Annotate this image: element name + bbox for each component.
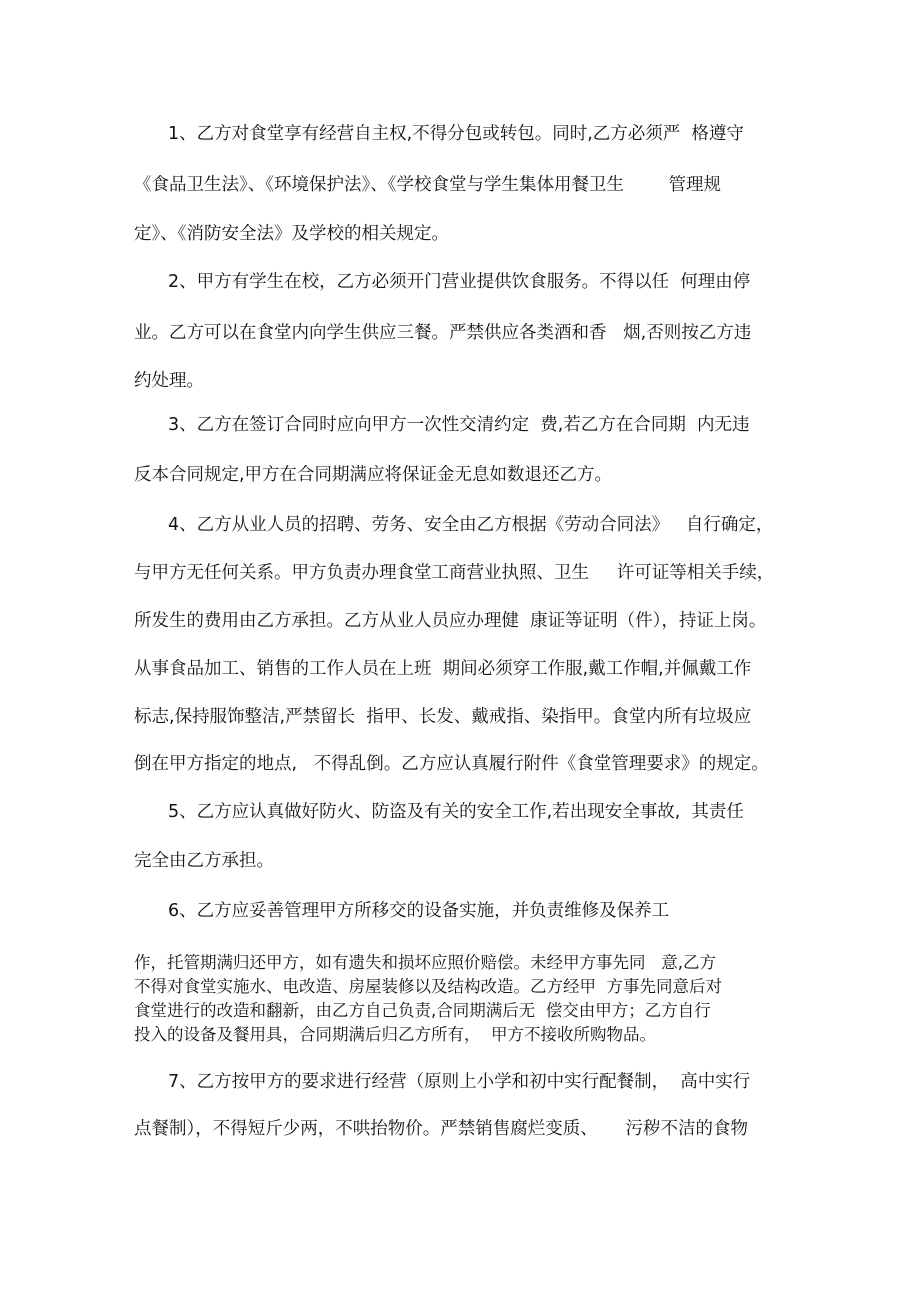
clause-1-line-2: 《食品卫生法》、《环境保护法》、《学校食堂与学生集体用餐卫生 管理规 [134,175,721,195]
clause-7-line-2: 点餐制），不得短斤少两，不哄抬物价。严禁销售腐烂变质、 污秽不洁的食物 [134,1119,749,1139]
clause-7-line-1: 7、乙方按甲方的要求进行经营（原则上小学和初中实行配餐制， 高中实行 [168,1072,751,1092]
clause-6-line-2: 作，托管期满归还甲方，如有遗失和损坏应照价赔偿。未经甲方事先同 意,乙方 [134,953,716,972]
clause-4-line-6: 倒在甲方指定的地点, 不得乱倒。乙方应认真履行附件《食堂管理要求》的规定。 [134,754,769,774]
clause-2-line-1: 2、甲方有学生在校，乙方必须开门营业提供饮食服务。不得以任 何理由停 [168,272,751,292]
clause-1-line-1: 1、乙方对食堂享有经营自主权,不得分包或转包。同时,乙方必须严 格遵守 [168,124,744,144]
clause-3-line-1: 3、乙方在签订合同时应向甲方一次性交清约定 费,若乙方在合同期 内无违 [168,415,750,435]
clause-5-line-2: 完全由乙方承担。 [134,851,274,871]
clause-3-line-2: 反本合同规定,甲方在合同期满应将保证金无息如数退还乙方。 [134,465,613,485]
clause-4-line-4: 从事食品加工、销售的工作人员在上班 期间必须穿工作服,戴工作帽,并佩戴工作 [134,659,752,679]
clause-6-line-3: 不得对食堂实施水、电改造、房屋装修以及结构改造。乙方经甲 方事先同意后对 [134,977,722,996]
clause-6-line-1: 6、乙方应妥善管理甲方所移交的设备实施，并负责维修及保养工 [168,901,670,921]
clause-4-line-1: 4、乙方从业人员的招聘、劳务、安全由乙方根据《劳动合同法》 自行确定， [168,515,774,535]
clause-4-line-2: 与甲方无任何关系。甲方负责办理食堂工商营业执照、卫生 许可证等相关手续， [134,563,775,583]
clause-4-line-3: 所发生的费用由乙方承担。乙方从业人员应办理健 康证等证明（件），持证上岗。 [134,611,767,631]
clause-4-line-5: 标志,保持服饰整洁,严禁留长 指甲、长发、戴戒指、染指甲。食堂内所有垃圾应 [134,707,752,727]
clause-5-line-1: 5、乙方应认真做好防火、防盗及有关的安全工作,若出现安全事故, 其责任 [168,802,744,822]
clause-1-line-3: 定》、《消防安全法》及学校的相关规定。 [134,224,449,244]
clause-2-line-2: 业。乙方可以在食堂内向学生供应三餐。严禁供应各类酒和香 烟,否则按乙方违 [134,323,752,343]
clause-6-line-4: 食堂进行的改造和翻新，由乙方自己负责,合同期满后无 偿交由甲方；乙方自行 [134,1001,711,1020]
clause-2-line-3: 约处理。 [134,371,204,391]
clause-6-line-5: 投入的设备及餐用具，合同期满后归乙方所有， 甲方不接收所购物品。 [134,1025,656,1044]
